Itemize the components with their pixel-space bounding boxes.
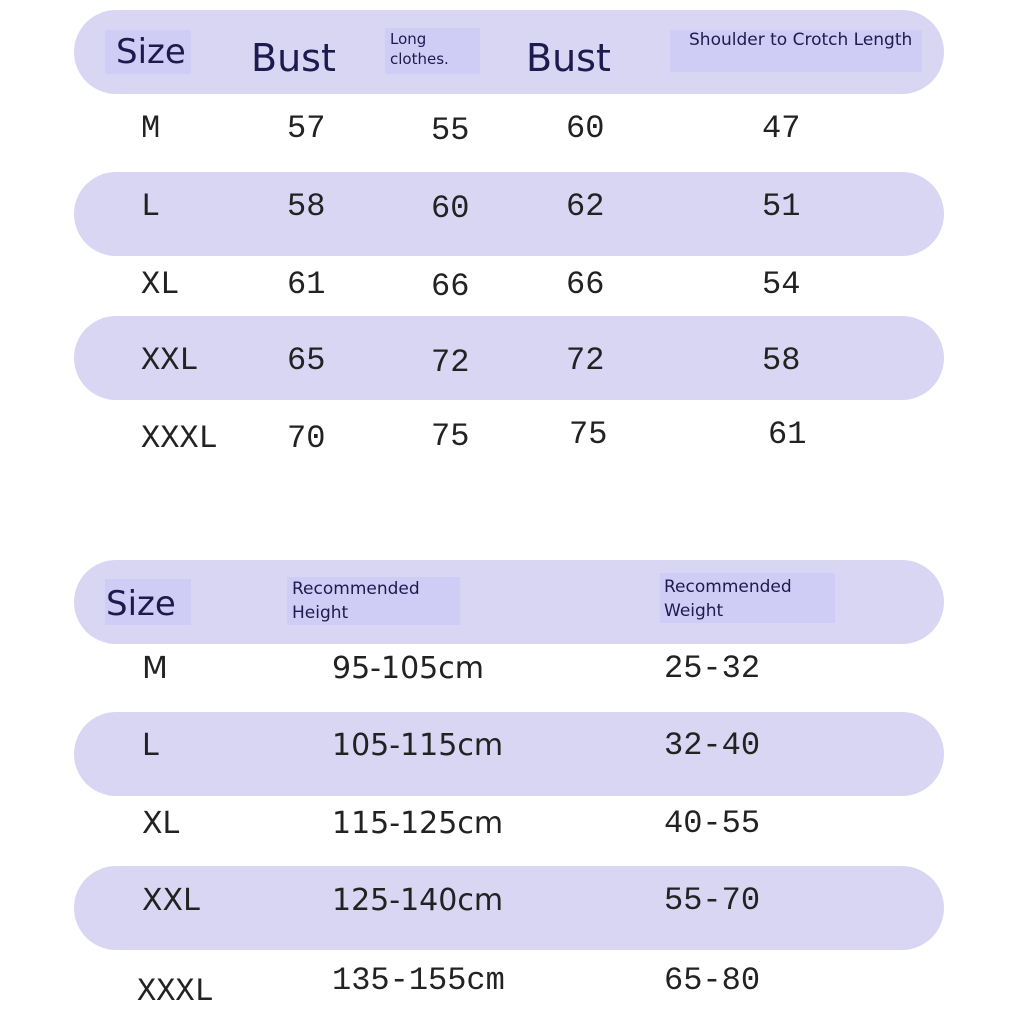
- cell-bust: 61: [287, 266, 326, 303]
- cell-height: 105-115cm: [332, 728, 504, 763]
- cell-long-clothes: 60: [431, 190, 470, 227]
- cell-height: 135-155cm: [332, 962, 505, 999]
- cell-shoulder-crotch: 47: [762, 110, 801, 147]
- cell-long-clothes: 72: [431, 344, 470, 381]
- cell-size: XXL: [142, 883, 200, 918]
- cell-shoulder-crotch: 51: [762, 188, 801, 225]
- table-row-band: [74, 316, 944, 400]
- cell-long-clothes: 75: [431, 418, 470, 455]
- header-long-clothes: Long clothes.: [390, 30, 449, 68]
- cell-bust: 57: [287, 110, 326, 147]
- cell-bust-secondary: 75: [569, 416, 608, 453]
- cell-size: XXL: [141, 342, 199, 379]
- table-row-band: [74, 712, 944, 796]
- header-bust-secondary: Bust: [526, 36, 611, 80]
- cell-weight: 25-32: [664, 650, 761, 687]
- cell-size: XL: [141, 266, 180, 303]
- cell-size: L: [141, 188, 161, 225]
- cell-weight: 55-70: [664, 882, 761, 919]
- cell-size: XXXL: [141, 420, 218, 457]
- header-size: Size: [116, 32, 186, 72]
- cell-weight: 65-80: [664, 962, 761, 999]
- cell-weight: 40-55: [664, 805, 761, 842]
- cell-shoulder-crotch: 58: [762, 342, 801, 379]
- cell-size: M: [141, 110, 161, 147]
- cell-bust-secondary: 66: [566, 266, 605, 303]
- cell-size: XXXL: [137, 973, 214, 1010]
- cell-shoulder-crotch: 54: [762, 266, 801, 303]
- cell-bust: 65: [287, 342, 326, 379]
- cell-long-clothes: 66: [431, 268, 470, 305]
- cell-bust-secondary: 62: [566, 188, 605, 225]
- header-size: Size: [106, 584, 176, 624]
- table-row-band: [74, 172, 944, 256]
- table-row-band: [74, 866, 944, 950]
- cell-size: M: [142, 651, 168, 686]
- header-shoulder-crotch: Shoulder to Crotch Length: [689, 30, 913, 50]
- cell-bust-secondary: 60: [566, 110, 605, 147]
- cell-weight: 32-40: [664, 727, 761, 764]
- cell-bust-secondary: 72: [566, 342, 605, 379]
- cell-bust: 70: [287, 420, 326, 457]
- header-recommended-weight: Recommended Weight: [664, 577, 792, 621]
- header-recommended-height: Recommended Height: [292, 579, 420, 623]
- cell-size: XL: [142, 806, 180, 841]
- cell-shoulder-crotch: 61: [768, 416, 807, 453]
- cell-long-clothes: 55: [431, 112, 470, 149]
- cell-height: 115-125cm: [332, 806, 504, 841]
- header-bust: Bust: [251, 36, 336, 80]
- cell-bust: 58: [287, 188, 326, 225]
- cell-height: 125-140cm: [332, 883, 504, 918]
- cell-height: 95-105cm: [332, 651, 484, 686]
- cell-size: L: [142, 728, 159, 763]
